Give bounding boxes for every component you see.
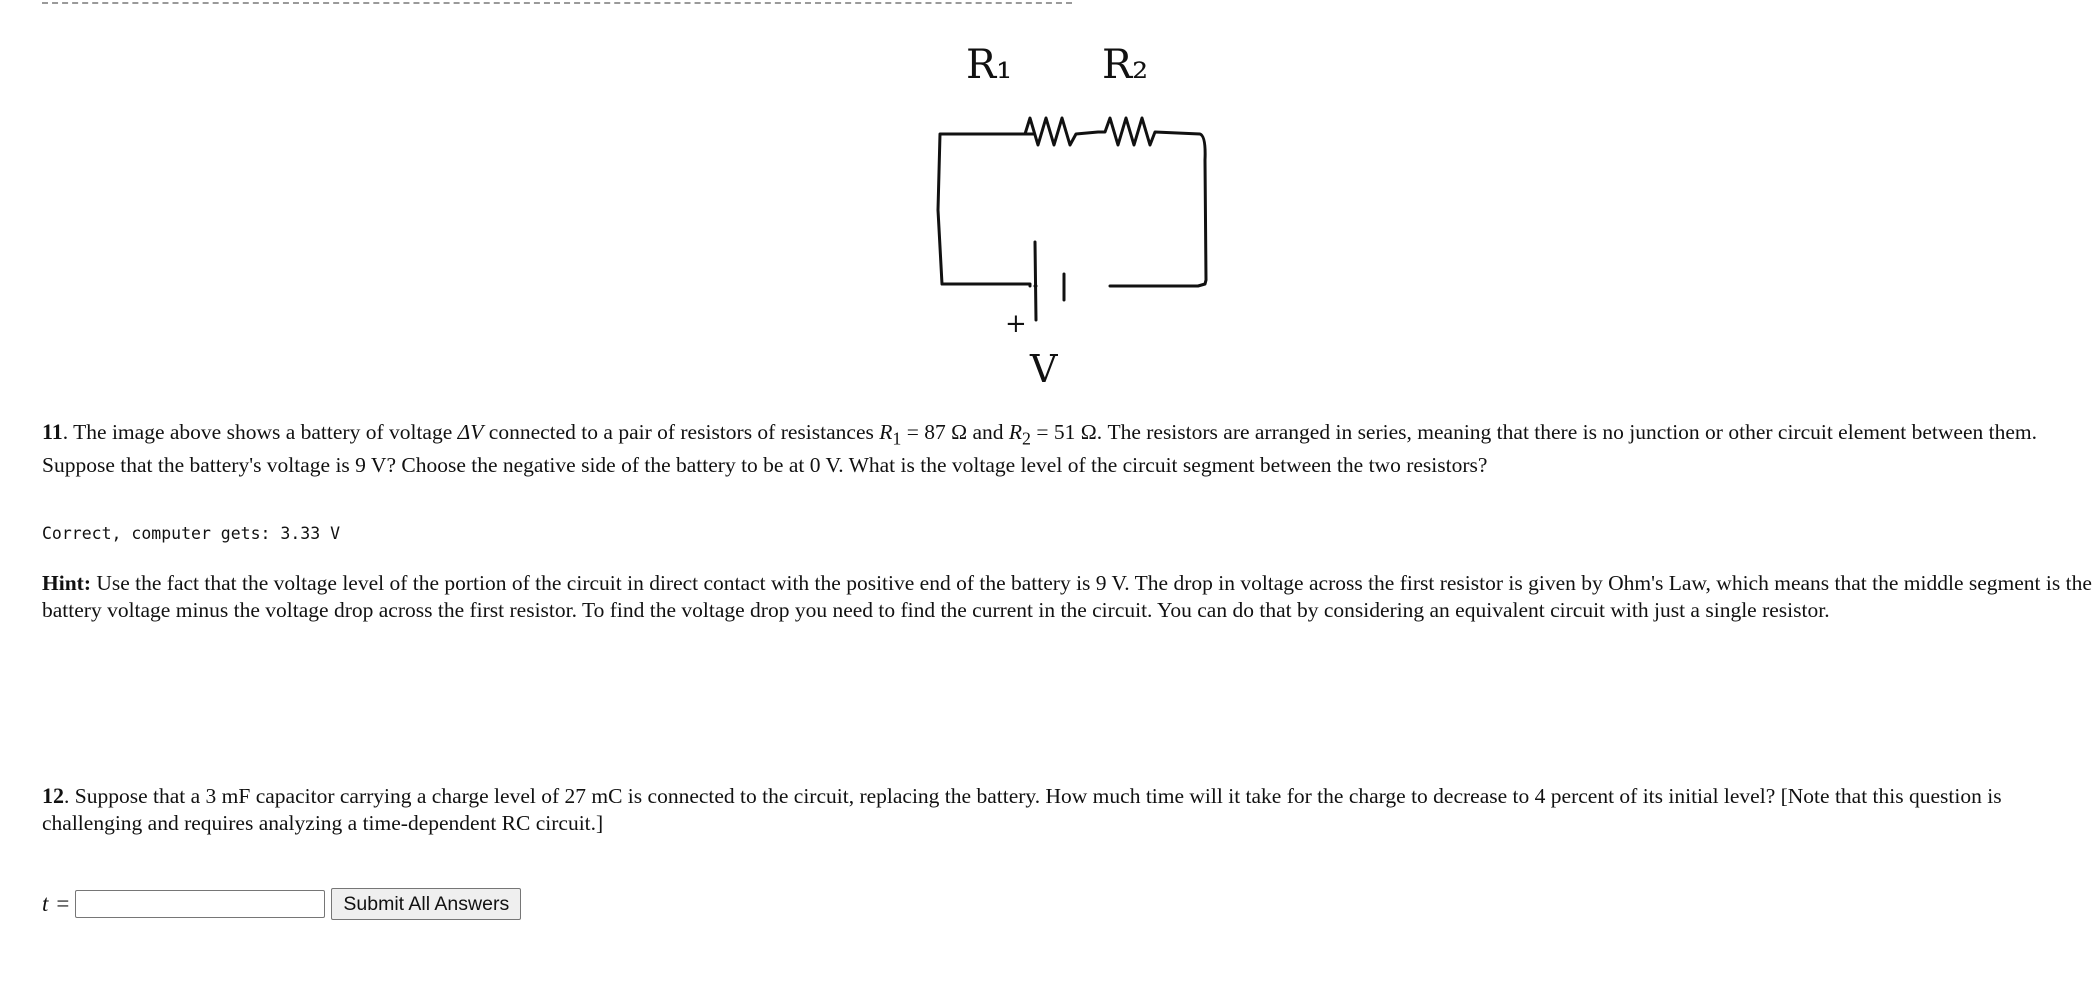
answer-feedback: Correct, computer gets: 3.33 V: [42, 524, 341, 543]
submit-all-answers-button[interactable]: Submit All Answers: [331, 888, 521, 920]
hint-block: [42, 570, 2092, 624]
circuit-diagram: [900, 30, 1240, 400]
r2-symbol-letter: R: [1008, 420, 1022, 444]
r1-label: R₁: [966, 42, 1013, 88]
answer-row: [42, 887, 521, 921]
top-divider: [42, 2, 1072, 4]
delta-v-symbol: ΔV: [457, 420, 484, 444]
question-11-text-d: . The resistors are arranged in series, meaning that there is no junction or other circuit element between them. Suppose that the battery's voltage is 9 V? Choose the negative side of the battery to be at 0 V. What is the voltage level of the circuit segment between the two resistors?: [42, 420, 2037, 478]
r2-symbol: [1008, 420, 1031, 449]
r2-value: = 51 Ω: [1030, 420, 1097, 444]
time-answer-input[interactable]: [75, 890, 325, 918]
battery-long-plate: [1035, 242, 1036, 320]
question-11-number: 11: [42, 419, 63, 444]
hint-label: Hint:: [42, 571, 91, 595]
r1-symbol: [879, 420, 902, 449]
r1-value: = 87 Ω: [901, 420, 968, 444]
question-11-text-c: and: [967, 420, 1009, 444]
question-11-text-b: connected to a pair of resistors of resistances: [483, 420, 880, 444]
question-12: [42, 782, 2092, 837]
question-11-text-a: . The image above shows a battery of voltage: [62, 420, 458, 444]
r1-symbol-subscript: 1: [892, 428, 902, 449]
time-variable-label: t: [42, 891, 49, 916]
voltage-label: V: [1030, 347, 1058, 391]
r2-symbol-subscript: 2: [1022, 428, 1031, 449]
r2-label: R₂: [1102, 42, 1149, 88]
question-12-text: . Suppose that a 3 mF capacitor carrying a charge level of 27 mC is connected to the circuit, replacing the battery. How much time will it take for the charge to decrease to 4 percent of its initial level? [Note that this question is challenging and requires analyzing a time-dependent RC circuit.]: [42, 784, 2002, 835]
hint-text: Use the fact that the voltage level of the portion of the circuit in direct contact with the positive end of the battery is 9 V. The drop in voltage across the first resistor is given by Ohm's Law, which means that the middle segment is the battery voltage minus the voltage drop across the first resistor. To find the voltage drop you need to find the current in the circuit. You can do that by considering an equivalent circuit with just a single resistor.: [42, 571, 2092, 622]
question-11: [42, 418, 2092, 479]
r1-symbol-letter: R: [879, 420, 893, 444]
equals-sign: =: [56, 891, 70, 916]
circuit-wire-loop: [938, 118, 1206, 286]
battery-plus-label: +: [1005, 309, 1027, 339]
question-12-number: 12: [42, 783, 64, 808]
circuit-svg: [900, 30, 1240, 400]
